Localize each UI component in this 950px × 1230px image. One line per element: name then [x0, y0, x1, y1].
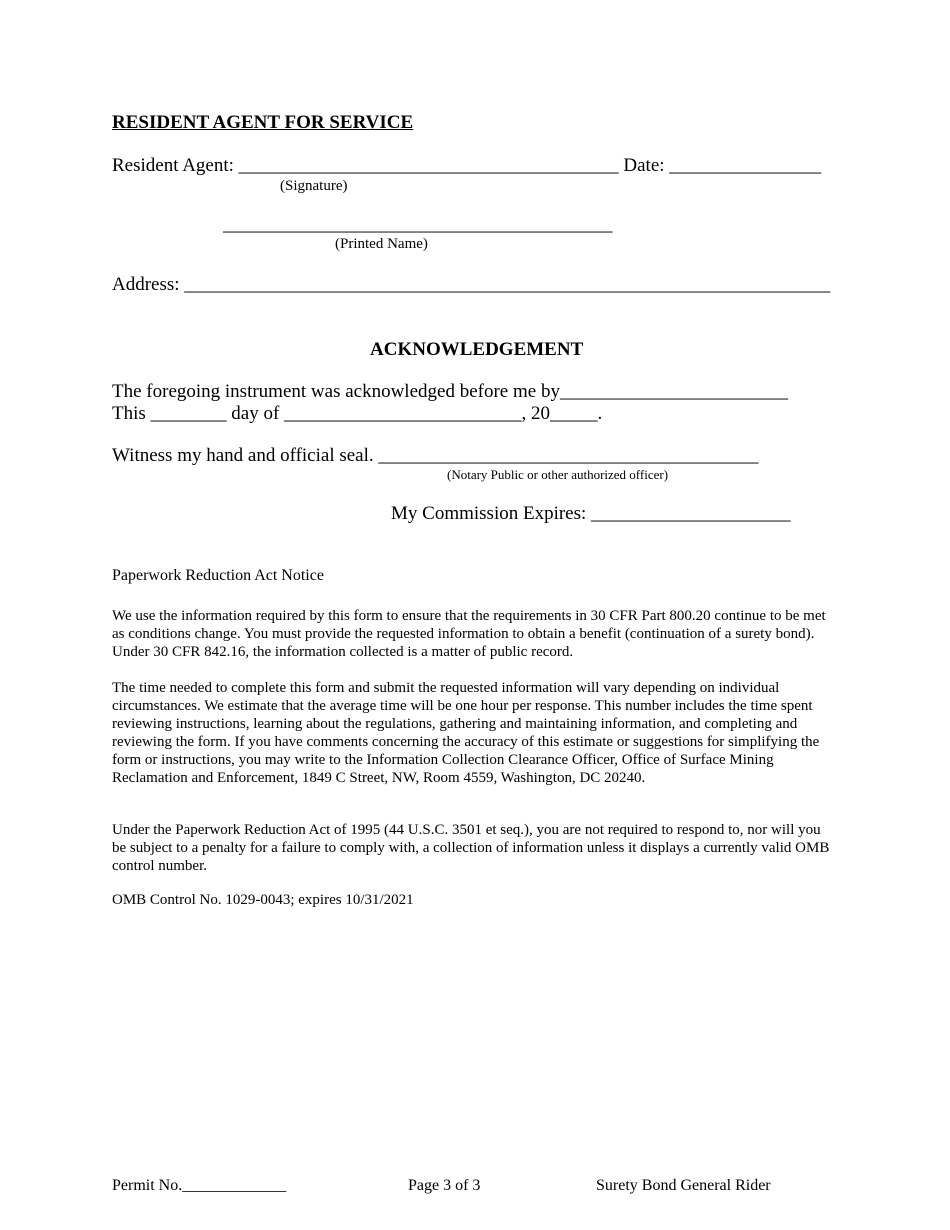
printed-name-line[interactable]: _________________________________________ — [223, 214, 613, 235]
section-title-acknowledgement: ACKNOWLEDGEMENT — [370, 339, 584, 360]
footer-permit-number[interactable]: Permit No._____________ — [112, 1177, 287, 1194]
footer-form-name: Surety Bond General Rider — [596, 1177, 771, 1194]
notice-paragraph-2: The time needed to complete this form and submit the requested information will vary depending on individual circumstances. We estimate that the average time will be one hour per response. This number includes the time spent reviewing instructions, learning about the regulations, gathering and maintaining information, and completing and reviewing the form. If you have comments concerning the accuracy of this estimate or suggestions for simplifying the form or instructions, you may write to the Information Collection Clearance Officer, Office of Surface Mining Reclamation and Enforcement, 1849 C Street, NW, Room 4559, Washington, DC 20240. — [112, 680, 820, 786]
resident-agent-signature-line[interactable]: Resident Agent: ________________________________________ Date: ________________ — [112, 155, 822, 176]
printed-name-caption: (Printed Name) — [335, 236, 428, 252]
notice-title: Paperwork Reduction Act Notice — [112, 567, 324, 584]
notice-paragraph-3: Under the Paperwork Reduction Act of 1995 (44 U.S.C. 3501 et seq.), you are not required to respond to, nor will you be subject to a penalty for a failure to comply with, a collection of information unless it displays a currently valid OMB control number. — [112, 822, 830, 874]
section-title-resident-agent: RESIDENT AGENT FOR SERVICE — [112, 112, 414, 133]
witness-seal-line[interactable]: Witness my hand and official seal. ________________________________________ — [112, 445, 759, 466]
notary-caption: (Notary Public or other authorized officer) — [447, 467, 669, 482]
footer-page-number: Page 3 of 3 — [408, 1177, 481, 1194]
signature-caption: (Signature) — [280, 178, 348, 194]
acknowledged-date-line[interactable]: This ________ day of _________________________, 20_____. — [112, 403, 603, 424]
notice-paragraph-1: We use the information required by this form to ensure that the requirements in 30 CFR Part 800.20 continue to be met as conditions change. You must provide the requested information to obtain a benefit (continuation of a surety bond). Under 30 CFR 842.16, the information collected is a matter of public record. — [112, 608, 826, 660]
omb-control-number: OMB Control No. 1029-0043; expires 10/31/2021 — [112, 892, 414, 908]
commission-expires-line[interactable]: My Commission Expires: _____________________ — [391, 503, 791, 524]
acknowledged-by-line[interactable]: The foregoing instrument was acknowledged before me by________________________ — [112, 381, 788, 402]
address-line[interactable]: Address: ____________________________________________________________________ — [112, 274, 831, 295]
